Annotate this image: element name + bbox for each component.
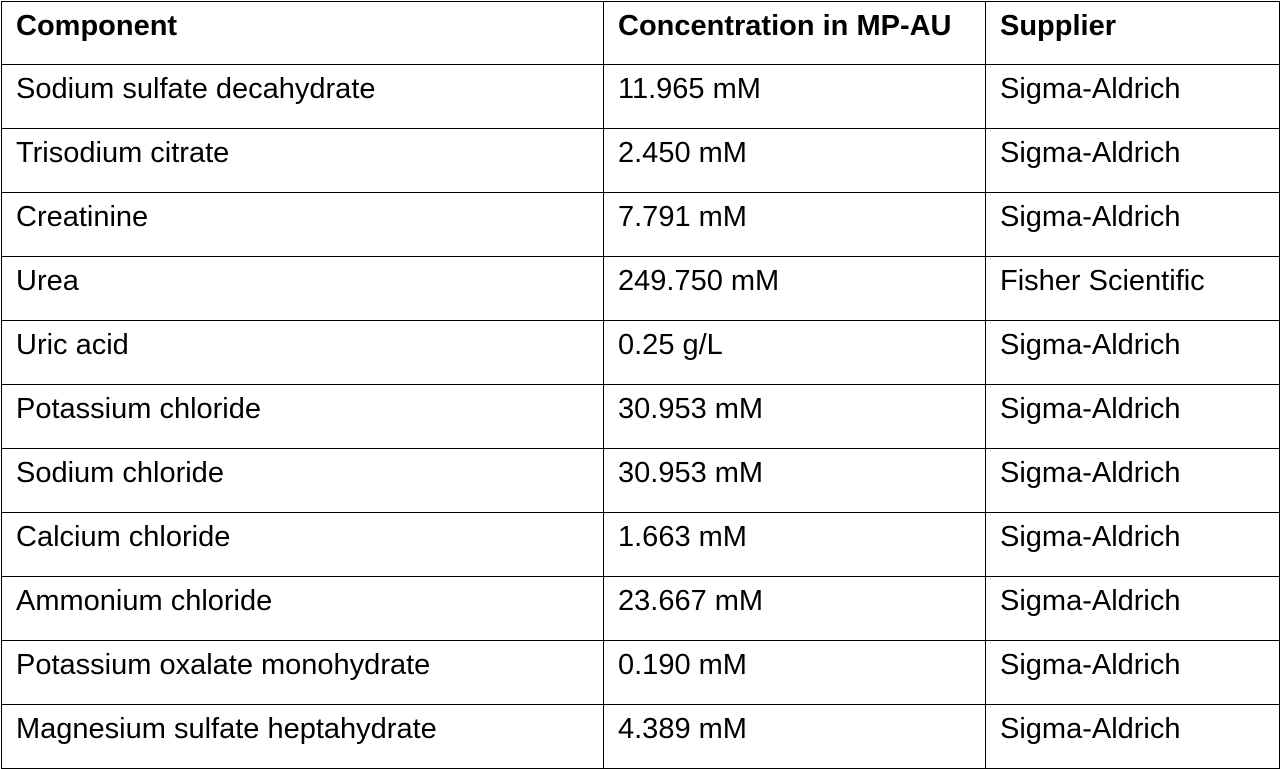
- cell-concentration: 30.953 mM: [604, 385, 986, 449]
- cell-component: Urea: [2, 257, 604, 321]
- table-row: [2, 385, 1280, 449]
- cell-concentration: 4.389 mM: [604, 705, 986, 769]
- cell-component: Calcium chloride: [2, 513, 604, 577]
- table-row: [2, 257, 1280, 321]
- column-header-supplier: Supplier: [986, 2, 1280, 65]
- cell-concentration: 0.25 g/L: [604, 321, 986, 385]
- cell-supplier: Sigma-Aldrich: [986, 641, 1280, 705]
- cell-component: Ammonium chloride: [2, 577, 604, 641]
- table-body: [2, 65, 1280, 769]
- cell-supplier: Fisher Scientific: [986, 257, 1280, 321]
- cell-supplier: Sigma-Aldrich: [986, 321, 1280, 385]
- cell-component: Trisodium citrate: [2, 129, 604, 193]
- table-row: [2, 513, 1280, 577]
- table-row: [2, 449, 1280, 513]
- cell-component: Magnesium sulfate heptahydrate: [2, 705, 604, 769]
- cell-concentration: 30.953 mM: [604, 449, 986, 513]
- cell-concentration: 11.965 mM: [604, 65, 986, 129]
- column-header-concentration: Concentration in MP-AU: [604, 2, 986, 65]
- table-row: [2, 65, 1280, 129]
- table-row: [2, 705, 1280, 769]
- composition-table: [1, 1, 1280, 769]
- column-header-component: Component: [2, 2, 604, 65]
- cell-supplier: Sigma-Aldrich: [986, 705, 1280, 769]
- cell-component: Potassium oxalate monohydrate: [2, 641, 604, 705]
- cell-component: Sodium sulfate decahydrate: [2, 65, 604, 129]
- cell-supplier: Sigma-Aldrich: [986, 513, 1280, 577]
- cell-supplier: Sigma-Aldrich: [986, 577, 1280, 641]
- table-row: [2, 641, 1280, 705]
- table-row: [2, 577, 1280, 641]
- cell-concentration: 0.190 mM: [604, 641, 986, 705]
- header-row: [2, 2, 1280, 65]
- cell-component: Creatinine: [2, 193, 604, 257]
- table-row: [2, 321, 1280, 385]
- cell-supplier: Sigma-Aldrich: [986, 449, 1280, 513]
- cell-concentration: 249.750 mM: [604, 257, 986, 321]
- cell-component: Sodium chloride: [2, 449, 604, 513]
- table-row: [2, 129, 1280, 193]
- cell-component: Uric acid: [2, 321, 604, 385]
- cell-concentration: 7.791 mM: [604, 193, 986, 257]
- cell-supplier: Sigma-Aldrich: [986, 385, 1280, 449]
- cell-concentration: 1.663 mM: [604, 513, 986, 577]
- cell-concentration: 2.450 mM: [604, 129, 986, 193]
- cell-supplier: Sigma-Aldrich: [986, 193, 1280, 257]
- cell-component: Potassium chloride: [2, 385, 604, 449]
- cell-supplier: Sigma-Aldrich: [986, 129, 1280, 193]
- table-row: [2, 193, 1280, 257]
- cell-concentration: 23.667 mM: [604, 577, 986, 641]
- cell-supplier: Sigma-Aldrich: [986, 65, 1280, 129]
- table-header: [2, 2, 1280, 65]
